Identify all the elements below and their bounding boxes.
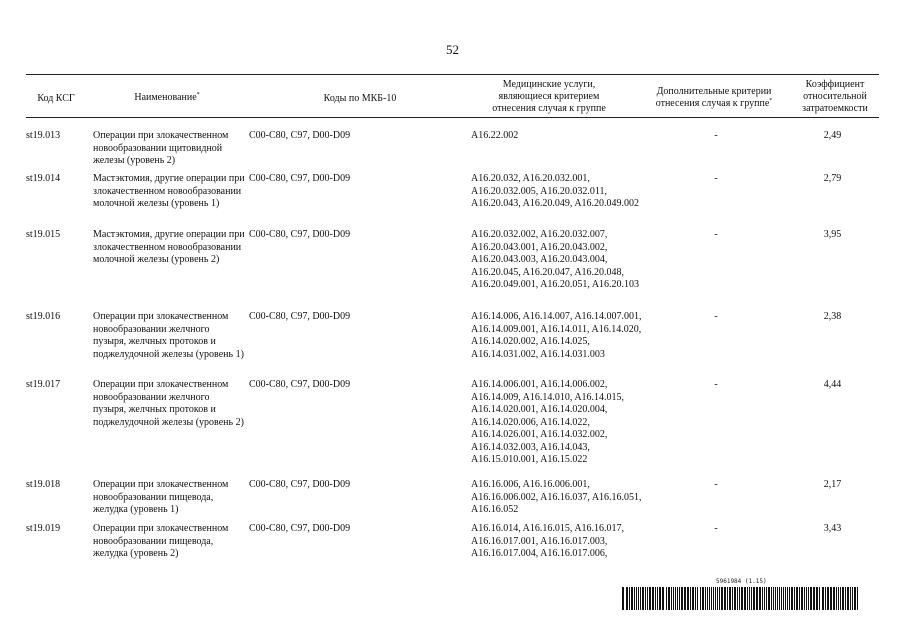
row-mkb: C00-C80, C97, D00-D09 <box>249 523 351 534</box>
row-coef: 3,43 <box>823 523 842 534</box>
row-name: Операции при злокачественном новообразовании пищевода, желудка (уровень 1) <box>93 479 229 515</box>
table-top-rule <box>26 74 879 75</box>
row-code: st19.013 <box>26 130 61 141</box>
row-coef: 2,17 <box>823 479 842 490</box>
row-extra: - <box>714 311 718 322</box>
header-code-text: Код КСГ <box>37 93 75 104</box>
table-row <box>26 130 879 169</box>
row-name: Операции при злокачественном новообразовании щитовидной железы (уровень 2) <box>93 130 229 166</box>
header-code <box>26 93 86 105</box>
row-coef: 2,49 <box>823 130 842 141</box>
header-extra <box>648 86 780 110</box>
row-extra: - <box>714 173 718 184</box>
table-row <box>26 379 879 475</box>
row-code: st19.014 <box>26 173 61 184</box>
row-code: st19.018 <box>26 479 61 490</box>
row-services: A16.20.032.002, A16.20.032.007, A16.20.043.001, A16.20.043.002, A16.20.043.003, A16.20.043.004, A16.20.045, A16.20.047, A16.20.048, A16.20.049.001, A16.20.051, A16.20.103 <box>471 229 640 290</box>
header-mkb <box>300 93 420 105</box>
header-coef <box>792 79 878 115</box>
row-extra: - <box>714 523 718 534</box>
row-name: Мастэктомия, другие операции при злокачественном новообразовании молочной железы (уровень 2) <box>93 229 245 265</box>
row-services: A16.22.002 <box>471 130 519 141</box>
row-coef: 2,38 <box>823 311 842 322</box>
header-name-mark: * <box>196 92 200 98</box>
table-row <box>26 173 879 225</box>
row-name: Операции при злокачественном новообразовании желчного пузыря, желчных протоков и поджелудочной железы (уровень 2) <box>93 379 244 428</box>
barcode-image <box>622 587 858 610</box>
header-mkb-text: Коды по МКБ-10 <box>323 93 397 104</box>
barcode-label: 5961984 (1.15) <box>716 578 767 585</box>
row-code: st19.015 <box>26 229 61 240</box>
header-name <box>92 92 242 104</box>
table-row <box>26 311 879 375</box>
header-extra-mark: * <box>769 98 773 104</box>
table-row <box>26 479 879 519</box>
header-extra-text: Дополнительные критерии отнесения случая к группе <box>655 86 772 109</box>
row-mkb: C00-C80, C97, D00-D09 <box>249 229 351 240</box>
row-mkb: C00-C80, C97, D00-D09 <box>249 311 351 322</box>
row-services: A16.16.014, A16.16.015, A16.16.017, A16.16.017.001, A16.16.017.003, A16.16.017.004, A16.16.017.006, <box>471 523 625 559</box>
row-code: st19.019 <box>26 523 61 534</box>
header-name-text: Наименование <box>134 92 197 103</box>
row-mkb: C00-C80, C97, D00-D09 <box>249 379 351 390</box>
row-coef: 2,79 <box>823 173 842 184</box>
row-mkb: C00-C80, C97, D00-D09 <box>249 479 351 490</box>
table-body <box>26 130 879 565</box>
row-extra: - <box>714 130 718 141</box>
header-coef-text: Коэффициент относительной затратоемкости <box>802 79 868 114</box>
row-services: A16.16.006, A16.16.006.001, A16.16.006.002, A16.16.037, A16.16.051, A16.16.052 <box>471 479 642 515</box>
row-services: A16.20.032, A16.20.032.001, A16.20.032.005, A16.20.032.011, A16.20.043, A16.20.049, A16.20.049.002 <box>471 173 640 209</box>
row-name: Операции при злокачественном новообразовании желчного пузыря, желчных протоков и поджелудочной железы (уровень 1) <box>93 311 244 360</box>
row-mkb: C00-C80, C97, D00-D09 <box>249 130 351 141</box>
row-services: A16.14.006.001, A16.14.006.002, A16.14.009, A16.14.010, A16.14.015, A16.14.020.001, A16.14.020.004, A16.14.020.006, A16.14.022, A16.14.026.001, A16.14.032.002, A16.14.032.003, A16.14.043, A16.15.010.001, A16.15.022 <box>471 379 625 465</box>
row-code: st19.017 <box>26 379 61 390</box>
row-mkb: C00-C80, C97, D00-D09 <box>249 173 351 184</box>
table-row <box>26 229 879 307</box>
row-name: Мастэктомия, другие операции при злокачественном новообразовании молочной железы (уровень 1) <box>93 173 245 209</box>
header-services-text: Медицинские услуги, являющиеся критерием отнесения случая к группе <box>492 79 606 114</box>
row-coef: 3,95 <box>823 229 842 240</box>
row-services: A16.14.006, A16.14.007, A16.14.007.001, A16.14.009.001, A16.14.011, A16.14.020, A16.14.020.002, A16.14.025, A16.14.031.002, A16.14.031.003 <box>471 311 642 360</box>
table-header-rule <box>26 117 879 118</box>
row-name: Операции при злокачественном новообразовании пищевода, желудка (уровень 2) <box>93 523 229 559</box>
row-extra: - <box>714 379 718 390</box>
table-row <box>26 523 879 561</box>
row-extra: - <box>714 479 718 490</box>
row-code: st19.016 <box>26 311 61 322</box>
page-number: 52 <box>446 42 459 57</box>
header-services <box>478 79 620 115</box>
row-coef: 4,44 <box>823 379 842 390</box>
row-extra: - <box>714 229 718 240</box>
